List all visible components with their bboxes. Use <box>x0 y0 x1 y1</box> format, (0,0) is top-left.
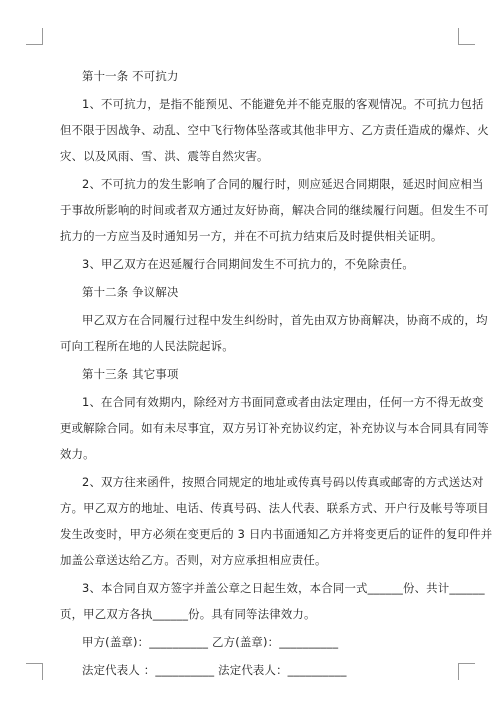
signature-representative-line: 法定代表人 ：__________ 法定代表人：__________ <box>82 663 347 677</box>
article-13-para-2-line-2: 方。甲乙双方的地址、电话、传真号码、法人代表、联系方式、开户行及帐号等项目 <box>60 501 489 515</box>
article-11-para-3: 3、甲乙双方在迟延履行合同期间发生不可抗力的，不免除责任。 <box>82 257 414 271</box>
article-13-para-2-line-4: 加盖公章送达给乙方。否则，对方应承担相应责任。 <box>60 553 327 567</box>
crop-mark-top-right <box>458 28 475 45</box>
article-12-para-line-2: 可向工程所在地的人民法院起诉。 <box>60 339 234 353</box>
article-13-para-2-line-1: 2、双方往来函件，按照合同规定的地址或传真号码以传真或邮寄的方式送达对 <box>82 475 484 489</box>
article-11-heading: 第十一条 不可抗力 <box>82 69 179 83</box>
article-12-heading: 第十二条 争议解决 <box>82 285 179 299</box>
article-11-para-1-line-1: 1、不可抗力，是指不能预见、不能避免并不能克服的客观情况。不可抗力包括 <box>82 97 484 111</box>
article-13-heading: 第十三条 其它事项 <box>82 367 179 381</box>
article-11-para-1-line-2: 但不限于因战争、动乱、空中飞行物体坠落或其他非甲方、乙方责任造成的爆炸、火 <box>60 123 489 137</box>
article-12-para-line-1: 甲乙双方在合同履行过程中发生纠纷时，首先由双方协商解决，协商不成的，均 <box>82 313 488 327</box>
article-11-para-1-line-3: 灾、以及风雨、雪、洪、震等自然灾害。 <box>60 149 269 163</box>
crop-mark-top-left <box>26 28 43 45</box>
article-13-para-1-line-2: 更或解除合同。如有未尽事宜，双方另订补充协议约定，补充协议与本合同具有同等 <box>60 421 489 435</box>
article-11-para-2-line-2: 于事故所影响的时间或者双方通过友好协商，解决合同的继续履行问题。但发生不可 <box>60 203 489 217</box>
article-13-para-3-line-1: 3、本合同自双方签字并盖公章之日起生效，本合同一式______份、共计______ <box>82 581 485 595</box>
article-13-para-3-line-2: 页，甲乙双方各执______份。具有同等法律效力。 <box>60 607 316 621</box>
crop-mark-bottom-left <box>26 663 43 680</box>
article-13-para-2-line-3: 发生改变时，甲方必须在变更后的 3 日内书面通知乙方并将变更后的证件的复印件并 <box>60 527 493 541</box>
document-body <box>60 66 493 680</box>
article-11-para-2-line-1: 2、不可抗力的发生影响了合同的履行时，则应延迟合同期限，延迟时间应相当 <box>82 177 484 191</box>
article-13-para-1-line-1: 1、在合同有效期内，除经对方书面同意或者由法定理由，任何一方不得无故变 <box>82 395 484 409</box>
signature-seal-line: 甲方(盖章)：__________ 乙方(盖章)：__________ <box>82 635 339 649</box>
article-13-para-1-line-3: 效力。 <box>60 447 95 461</box>
crop-mark-bottom-right <box>458 663 475 680</box>
article-11-para-2-line-3: 抗力的一方应当及时通知另一方，并在不可抗力结束后及时提供相关证明。 <box>60 229 443 243</box>
